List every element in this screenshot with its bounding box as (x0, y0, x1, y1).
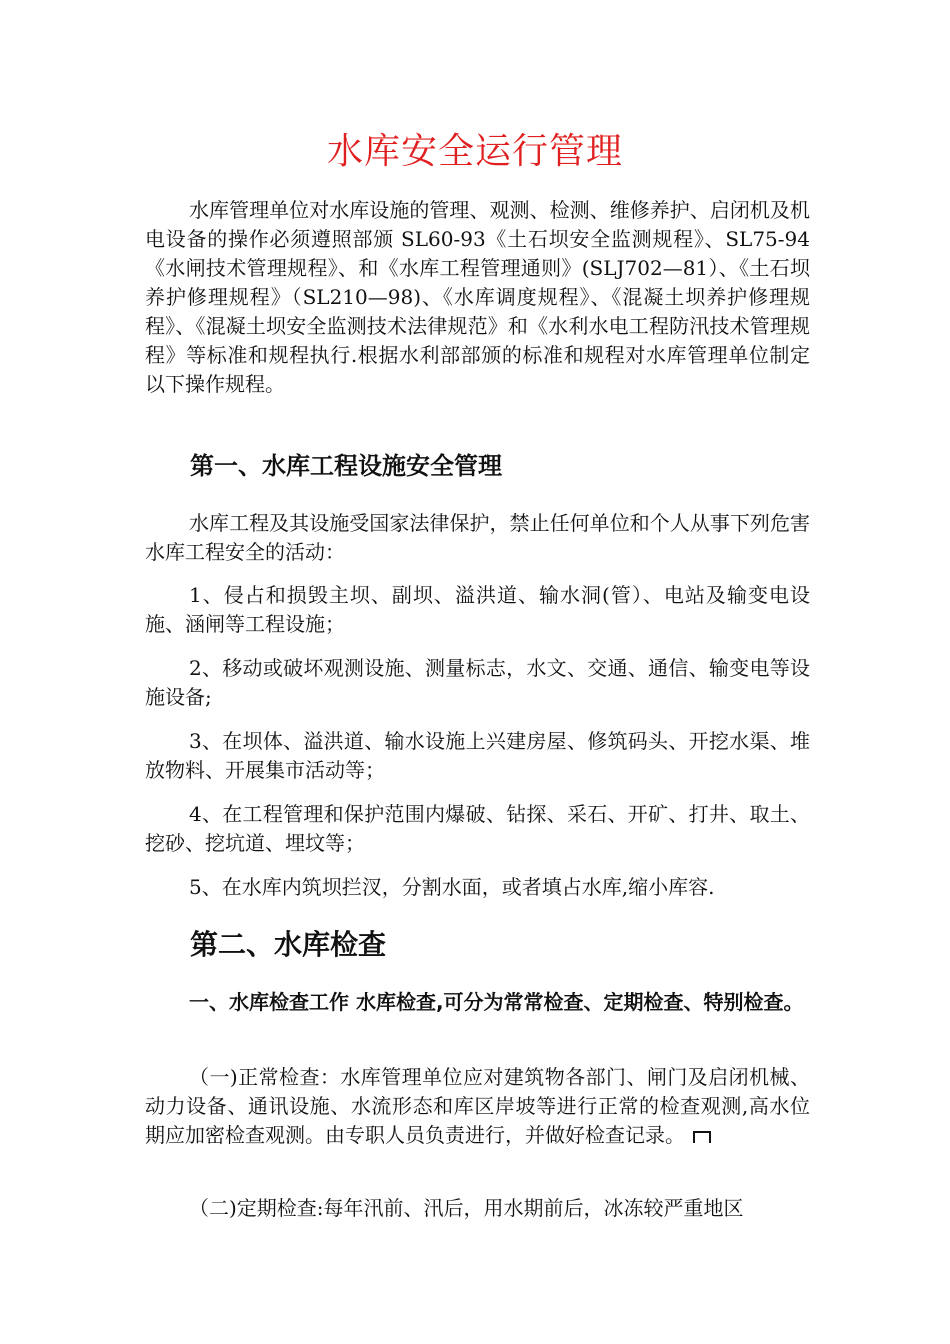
list-item: 5、在水库内筑坝拦汊，分割水面，或者填占水库,缩小库容. (189, 875, 715, 899)
list-item: 4、在工程管理和保护范围内爆破、钻探、采石、开矿、打井、取土、挖砂、挖坑道、埋坟等； (145, 802, 810, 855)
section1-lead: 水库工程及其设施受国家法律保护，禁止任何单位和个人从事下列危害水库工程安全的活动： (145, 511, 810, 564)
periodic-inspection-paragraph: （二)定期检查:每年汛前、汛后，用水期前后，冰冻较严重地区 (189, 1196, 744, 1220)
intro-paragraph: 水库管理单位对水库设施的管理、观测、检测、维修养护、启闭机及机电设备的操作必须遵照部颁 SL60-93《土石坝安全监测规程》、SL75-94《水闸技术管理规程》、和《水库工程管理通则》(SLJ702—81）、《土石坝养护修理规程》（SL210—98)、《水库调度规程》、《混凝土坝养护修理规程》、《混凝土坝安全监测技术法律规范》和《水利水电工程防汛技术管理规程》等标准和规程执行.根据水利部部颁的标准和规程对水库管理单位制定以下操作规程。 (145, 198, 810, 396)
section1-heading: 第一、水库工程设施安全管理 (190, 452, 502, 480)
document-title: 水库安全运行管理 (326, 131, 623, 172)
list-item: 3、在坝体、溢洪道、输水设施上兴建房屋、修筑码头、开挖水渠、堆放物料、开展集市活动等； (145, 729, 810, 782)
list-item: 1、侵占和损毁主坝、副坝、溢洪道、输水洞(管）、电站及输变电设施、涵闸等工程设施； (145, 583, 810, 636)
revision-mark-icon (693, 1131, 711, 1143)
regular-inspection-text: （一)正常检查：水库管理单位应对建筑物各部门、闸门及启闭机械、动力设备、通讯设施、水流形态和库区岸坡等进行正常的检查观测,高水位期应加密检查观测。由专职人员负责进行，并做好检查记录。 (145, 1065, 810, 1147)
regular-inspection-paragraph (145, 1063, 810, 1150)
list-item: 2、移动或破坏观测设施、测量标志，水文、交通、通信、输变电等设施设备; (145, 656, 810, 709)
section2-subheading: 一、水库检查工作 水库检查,可分为常常检查、定期检查、特别检查。 (189, 990, 804, 1014)
section2-heading: 第二、水库检查 (190, 928, 387, 961)
